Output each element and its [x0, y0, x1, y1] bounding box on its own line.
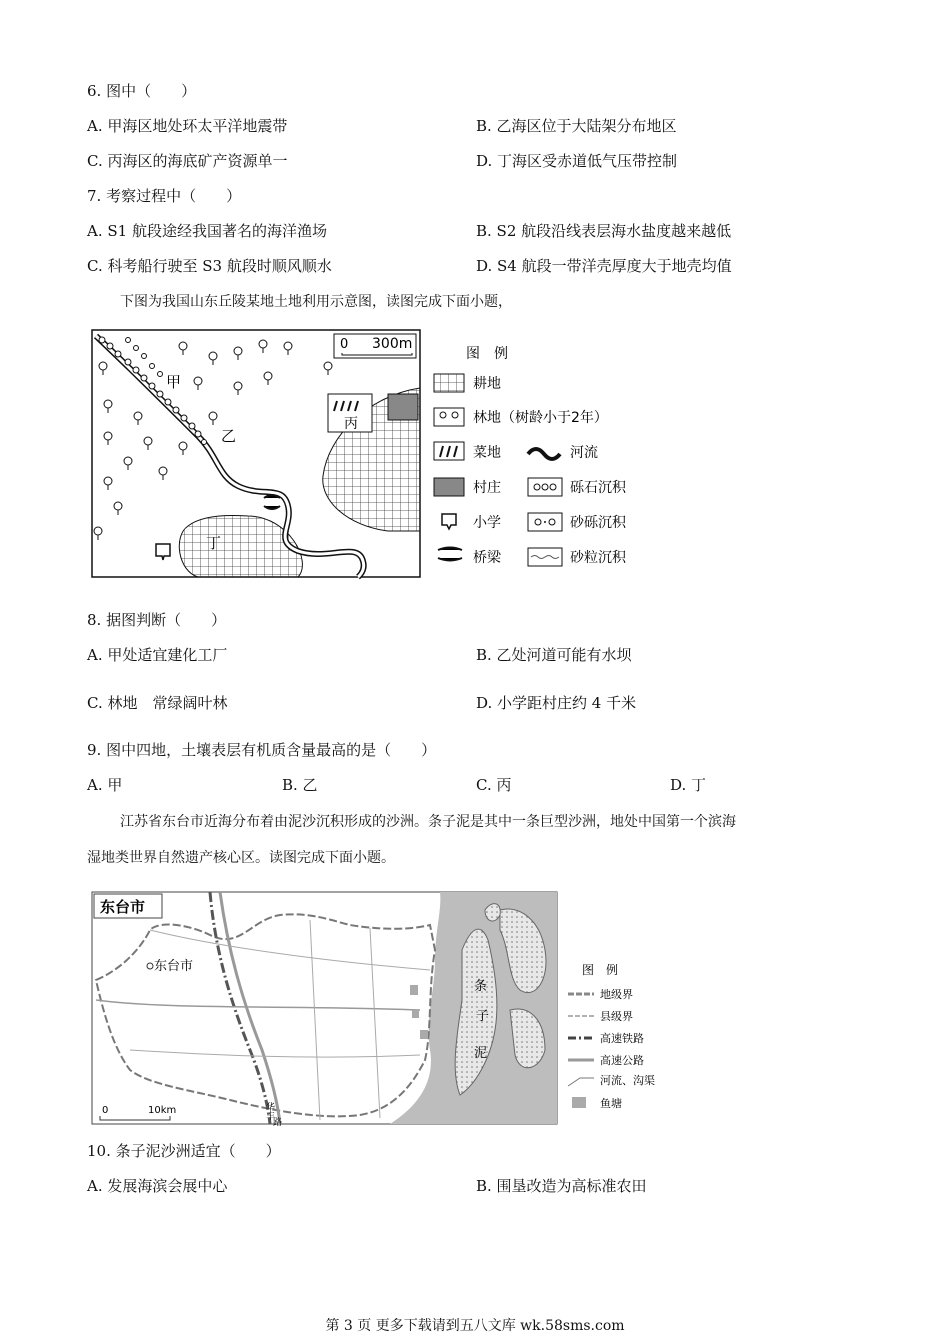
legend-forest: 林地（树龄小于2年）: [473, 410, 608, 426]
q8-option-b: B. 乙处河道可能有水坝: [476, 646, 632, 664]
q9-option-d: D. 丁: [670, 776, 707, 794]
map2-title: 东台市: [100, 898, 146, 916]
label-bing: 丙: [344, 416, 358, 432]
q7-option-a: A. S1 航段途经我国著名的海洋渔场: [87, 222, 327, 240]
map2-legend-3: 高速铁路: [600, 1032, 644, 1045]
map2-city: 东台市: [154, 959, 194, 974]
legend-bridge: 桥梁: [473, 550, 501, 566]
legend-gravel: 砾石沉积: [570, 480, 626, 496]
label-yi: 乙: [221, 427, 237, 445]
q8-option-c: C. 林地 常绿阔叶林: [87, 694, 228, 712]
legend-school: 小学: [473, 515, 501, 531]
scale-zero: 0: [340, 337, 349, 352]
page-footer: 第 3 页 更多下载请到五八文库 wk.58sms.com: [325, 1318, 625, 1334]
label-ding: 丁: [206, 534, 222, 552]
q8-option-a: A. 甲处适宜建化工厂: [87, 646, 228, 664]
land-use-map: [88, 326, 648, 582]
map2-bar-char-1: 条: [474, 979, 488, 994]
intro-dongtai-line1: 江苏省东台市近海分布着由泥沙沉积形成的沙洲。条子泥是其中一条巨型沙洲，地处中国第一个滨海: [120, 814, 736, 830]
map2-road-char-3: 路: [273, 1118, 283, 1128]
q6-stem: 6. 图中（ ）: [87, 82, 197, 100]
legend-title: 图 例: [466, 346, 508, 362]
q7-option-b: B. S2 航段沿线表层海水盐度越来越低: [476, 222, 732, 240]
intro-dongtai-line2: 湿地类世界自然遗产核心区。读图完成下面小题。: [87, 850, 395, 866]
scale-300m: 300m: [372, 336, 413, 352]
q7-option-c: C. 科考船行驶至 S3 航段时顺风顺水: [87, 257, 332, 275]
map2-bar-char-2: 子: [476, 1009, 490, 1024]
intro-land-use: 下图为我国山东丘陵某地土地利用示意图，读图完成下面小题，: [120, 294, 512, 310]
q7-stem: 7. 考察过程中（ ）: [87, 187, 242, 205]
legend-farmland: 耕地: [473, 376, 501, 392]
q9-option-a: A. 甲: [87, 776, 123, 794]
q9-option-b: B. 乙: [282, 776, 318, 794]
q8-option-d: D. 小学距村庄约 4 千米: [476, 694, 637, 712]
legend-vegetable: 菜地: [473, 445, 501, 461]
q9-stem: 9. 图中四地，土壤表层有机质含量最高的是（ ）: [87, 741, 437, 759]
label-jia: 甲: [166, 373, 182, 391]
q6-option-d: D. 丁海区受赤道低气压带控制: [476, 152, 678, 170]
q10-stem: 10. 条子泥沙洲适宜（ ）: [87, 1142, 281, 1160]
map2-scale-zero: 0: [102, 1105, 109, 1116]
map2-legend-1: 地级界: [600, 988, 633, 1001]
map2-legend-6: 鱼塘: [600, 1097, 622, 1110]
map2-legend-4: 高速公路: [600, 1054, 644, 1067]
q9-option-c: C. 丙: [476, 776, 512, 794]
legend-river: 河流: [570, 445, 598, 461]
q8-stem: 8. 据图判断（ ）: [87, 611, 227, 629]
q6-option-b: B. 乙海区位于大陆架分布地区: [476, 117, 677, 135]
q7-option-d: D. S4 航段一带洋壳厚度大于地壳均值: [476, 257, 732, 275]
q6-option-a: A. 甲海区地处环太平洋地震带: [87, 117, 288, 135]
legend-sandgravel: 砂砾沉积: [570, 515, 626, 531]
dongtai-map: [90, 890, 690, 1128]
map2-road-char-2: 丰: [266, 1112, 276, 1122]
map2-scale: 10km: [148, 1105, 177, 1116]
map2-legend-5: 河流、沟渠: [600, 1074, 655, 1087]
legend-sand: 砂粒沉积: [570, 550, 626, 566]
q10-option-b: B. 围垦改造为高标准农田: [476, 1177, 647, 1195]
q6-option-c: C. 丙海区的海底矿产资源单一: [87, 152, 288, 170]
map2-legend-title: 图 例: [582, 963, 619, 977]
map2-road-char-1: 华: [266, 1103, 276, 1113]
map2-legend-2: 县级界: [600, 1010, 633, 1023]
map2-bar-char-3: 泥: [474, 1046, 488, 1061]
q10-option-a: A. 发展海滨会展中心: [87, 1177, 228, 1195]
legend-village: 村庄: [473, 480, 501, 496]
